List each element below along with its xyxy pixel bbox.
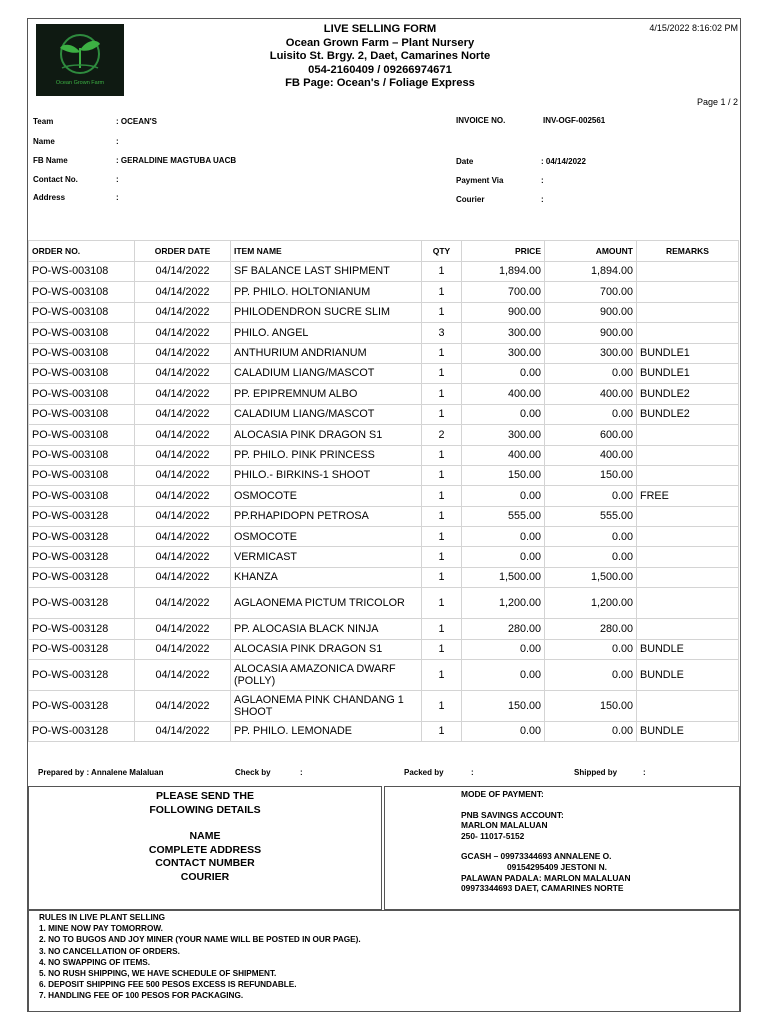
col-item-name: ITEM NAME	[231, 241, 422, 262]
price-cell: 1,200.00	[462, 588, 545, 619]
farm-logo	[36, 24, 124, 96]
order-no-cell: PO-WS-003128	[29, 660, 135, 691]
packed-by-value: :	[471, 768, 474, 777]
qty-cell: 1	[422, 302, 462, 322]
amount-cell: 900.00	[545, 323, 637, 343]
address-label: Address	[33, 193, 66, 202]
check-by-value: :	[300, 768, 303, 777]
amount-cell: 1,500.00	[545, 567, 637, 587]
order-date-cell: 04/14/2022	[135, 465, 231, 485]
qty-cell: 1	[422, 619, 462, 639]
shipped-by-value: :	[643, 768, 646, 777]
fbname-value: : GERALDINE MAGTUBA UACB	[116, 156, 237, 165]
order-no-cell: PO-WS-003108	[29, 363, 135, 383]
instruction-line: FOLLOWING DETAILS	[149, 803, 261, 816]
details-instructions-box	[28, 786, 382, 910]
price-cell: 0.00	[462, 722, 545, 742]
price-cell: 300.00	[462, 323, 545, 343]
order-no-cell: PO-WS-003108	[29, 282, 135, 302]
amount-cell: 600.00	[545, 425, 637, 445]
remarks-cell: BUNDLE1	[637, 343, 739, 363]
remarks-cell	[637, 619, 739, 639]
amount-cell: 400.00	[545, 445, 637, 465]
courier-value: :	[541, 195, 544, 204]
order-no-cell: PO-WS-003128	[29, 691, 135, 722]
remarks-cell	[637, 323, 739, 343]
price-cell: 0.00	[462, 363, 545, 383]
price-cell: 700.00	[462, 282, 545, 302]
rules-title: RULES IN LIVE PLANT SELLING	[39, 913, 166, 922]
shipped-by-label: Shipped by	[574, 768, 618, 777]
form-title: LIVE SELLING FORM	[323, 23, 437, 35]
remarks-cell	[637, 567, 739, 587]
remarks-cell: BUNDLE	[637, 660, 739, 691]
order-no-cell: PO-WS-003128	[29, 619, 135, 639]
order-date-cell: 04/14/2022	[135, 363, 231, 383]
item-name-cell: ALOCASIA AMAZONICA DWARF (POLLY)	[231, 660, 422, 691]
order-date-cell: 04/14/2022	[135, 486, 231, 506]
amount-cell: 0.00	[545, 660, 637, 691]
order-items-table	[28, 240, 739, 742]
table-row	[29, 486, 739, 506]
qty-cell: 1	[422, 527, 462, 547]
qty-cell: 1	[422, 445, 462, 465]
logo-text: Ocean Grown Farm	[55, 80, 105, 86]
amount-cell: 1,200.00	[545, 588, 637, 619]
print-timestamp: 4/15/2022 8:16:02 PM	[649, 23, 738, 33]
order-no-cell: PO-WS-003108	[29, 384, 135, 404]
order-date-cell: 04/14/2022	[135, 282, 231, 302]
col-remarks: REMARKS	[637, 241, 739, 262]
order-date-cell: 04/14/2022	[135, 425, 231, 445]
price-cell: 0.00	[462, 660, 545, 691]
qty-cell: 1	[422, 262, 462, 282]
qty-cell: 1	[422, 506, 462, 526]
table-row	[29, 384, 739, 404]
rule-item: 5. NO RUSH SHIPPING, WE HAVE SCHEDULE OF SHIPMENT.	[39, 969, 277, 979]
payment-line: 09973344693 DAET, CAMARINES NORTE	[461, 883, 624, 894]
table-row	[29, 547, 739, 567]
order-date-cell: 04/14/2022	[135, 619, 231, 639]
price-cell: 150.00	[462, 691, 545, 722]
date-label: Date	[456, 157, 474, 166]
payment-via-value: :	[541, 176, 544, 185]
item-name-cell: PHILO.- BIRKINS-1 SHOOT	[231, 465, 422, 485]
item-name-cell: PP. ALOCASIA BLACK NINJA	[231, 619, 422, 639]
qty-cell: 1	[422, 486, 462, 506]
payment-line: 250- 11017-5152	[461, 830, 525, 841]
price-cell: 300.00	[462, 343, 545, 363]
remarks-cell	[637, 445, 739, 465]
payment-line: GCASH – 09973344693 ANNALENE O.	[461, 851, 612, 862]
instruction-line: COMPLETE ADDRESS	[148, 843, 262, 856]
item-name-cell: CALADIUM LIANG/MASCOT	[231, 404, 422, 424]
business-name: Ocean Grown Farm – Plant Nursery	[285, 36, 475, 49]
order-date-cell: 04/14/2022	[135, 691, 231, 722]
order-date-cell: 04/14/2022	[135, 506, 231, 526]
item-name-cell: OSMOCOTE	[231, 486, 422, 506]
price-cell: 280.00	[462, 619, 545, 639]
col-order-date: ORDER DATE	[135, 241, 231, 262]
table-row	[29, 567, 739, 587]
order-no-cell: PO-WS-003108	[29, 486, 135, 506]
price-cell: 0.00	[462, 527, 545, 547]
remarks-cell	[637, 547, 739, 567]
price-cell: 150.00	[462, 465, 545, 485]
amount-cell: 150.00	[545, 465, 637, 485]
amount-cell: 1,894.00	[545, 262, 637, 282]
remarks-cell	[637, 302, 739, 322]
remarks-cell	[637, 465, 739, 485]
remarks-cell: BUNDLE2	[637, 384, 739, 404]
qty-cell: 2	[422, 425, 462, 445]
item-name-cell: PP. PHILO. PINK PRINCESS	[231, 445, 422, 465]
qty-cell: 1	[422, 639, 462, 659]
address-value: :	[116, 193, 119, 202]
fb-page: FB Page: Ocean's / Foliage Express	[285, 77, 475, 90]
order-date-cell: 04/14/2022	[135, 660, 231, 691]
payment-line: 09154295409 JESTONI N.	[507, 861, 607, 872]
order-date-cell: 04/14/2022	[135, 404, 231, 424]
item-name-cell: ALOCASIA PINK DRAGON S1	[231, 639, 422, 659]
price-cell: 400.00	[462, 384, 545, 404]
item-name-cell: CALADIUM LIANG/MASCOT	[231, 363, 422, 383]
team-label: Team	[33, 117, 54, 126]
order-no-cell: PO-WS-003108	[29, 465, 135, 485]
qty-cell: 1	[422, 384, 462, 404]
order-no-cell: PO-WS-003108	[29, 323, 135, 343]
amount-cell: 0.00	[545, 363, 637, 383]
price-cell: 0.00	[462, 404, 545, 424]
qty-cell: 3	[422, 323, 462, 343]
table-row	[29, 363, 739, 383]
remarks-cell: BUNDLE2	[637, 404, 739, 424]
order-date-cell: 04/14/2022	[135, 343, 231, 363]
order-no-cell: PO-WS-003128	[29, 567, 135, 587]
qty-cell: 1	[422, 363, 462, 383]
rule-item: 6. DEPOSIT SHIPPING FEE 500 PESOS EXCESS IS REFUNDABLE.	[39, 980, 297, 990]
order-date-cell: 04/14/2022	[135, 527, 231, 547]
remarks-cell: BUNDLE1	[637, 363, 739, 383]
payment-line: MARLON MALALUAN	[461, 820, 548, 831]
remarks-cell: FREE	[637, 486, 739, 506]
amount-cell: 0.00	[545, 722, 637, 742]
instruction-line: COURIER	[180, 870, 230, 883]
amount-cell: 0.00	[545, 547, 637, 567]
remarks-cell	[637, 588, 739, 619]
qty-cell: 1	[422, 547, 462, 567]
order-date-cell: 04/14/2022	[135, 567, 231, 587]
item-name-cell: OSMOCOTE	[231, 527, 422, 547]
packed-by-label: Packed by	[404, 768, 444, 777]
item-name-cell: ALOCASIA PINK DRAGON S1	[231, 425, 422, 445]
order-date-cell: 04/14/2022	[135, 262, 231, 282]
fbname-label: FB Name	[33, 156, 68, 165]
name-value: :	[116, 137, 119, 146]
remarks-cell	[637, 506, 739, 526]
table-row	[29, 660, 739, 691]
amount-cell: 0.00	[545, 639, 637, 659]
item-name-cell: PP. EPIPREMNUM ALBO	[231, 384, 422, 404]
price-cell: 900.00	[462, 302, 545, 322]
payment-line: PNB SAVINGS ACCOUNT:	[461, 809, 564, 820]
selling-rules-box	[28, 910, 740, 1012]
remarks-cell	[637, 282, 739, 302]
instruction-line: PLEASE SEND THE	[155, 790, 255, 802]
order-no-cell: PO-WS-003108	[29, 302, 135, 322]
payment-via-label: Payment Via	[456, 176, 504, 185]
prepared-by: Prepared by : Annalene Malaluan	[38, 768, 164, 777]
item-name-cell: ANTHURIUM ANDRIANUM	[231, 343, 422, 363]
table-row	[29, 404, 739, 424]
table-row	[29, 722, 739, 742]
col-qty: QTY	[422, 241, 462, 262]
order-no-cell: PO-WS-003108	[29, 445, 135, 465]
item-name-cell: SF BALANCE LAST SHIPMENT	[231, 262, 422, 282]
order-no-cell: PO-WS-003108	[29, 343, 135, 363]
order-date-cell: 04/14/2022	[135, 639, 231, 659]
table-row	[29, 262, 739, 282]
price-cell: 300.00	[462, 425, 545, 445]
item-name-cell: PP.RHAPIDOPN PETROSA	[231, 506, 422, 526]
contact-label: Contact No.	[33, 175, 78, 184]
order-no-cell: PO-WS-003128	[29, 639, 135, 659]
amount-cell: 280.00	[545, 619, 637, 639]
table-row	[29, 465, 739, 485]
col-amount: AMOUNT	[545, 241, 637, 262]
qty-cell: 1	[422, 465, 462, 485]
order-no-cell: PO-WS-003128	[29, 547, 135, 567]
amount-cell: 555.00	[545, 506, 637, 526]
payment-title: MODE OF PAYMENT:	[461, 789, 544, 799]
date-value: : 04/14/2022	[541, 157, 586, 166]
order-no-cell: PO-WS-003108	[29, 404, 135, 424]
qty-cell: 1	[422, 282, 462, 302]
order-no-cell: PO-WS-003128	[29, 588, 135, 619]
table-row	[29, 445, 739, 465]
name-label: Name	[33, 137, 55, 146]
table-row	[29, 343, 739, 363]
qty-cell: 1	[422, 404, 462, 424]
check-by-label: Check by	[235, 768, 271, 777]
amount-cell: 0.00	[545, 486, 637, 506]
page-number: Page 1 / 2	[696, 97, 738, 107]
item-name-cell: AGLAONEMA PINK CHANDANG 1 SHOOT	[231, 691, 422, 722]
order-date-cell: 04/14/2022	[135, 384, 231, 404]
price-cell: 0.00	[462, 547, 545, 567]
qty-cell: 1	[422, 660, 462, 691]
amount-cell: 400.00	[545, 384, 637, 404]
form-header	[150, 23, 610, 91]
order-date-cell: 04/14/2022	[135, 323, 231, 343]
table-row	[29, 588, 739, 619]
price-cell: 1,894.00	[462, 262, 545, 282]
courier-label: Courier	[456, 195, 485, 204]
amount-cell: 900.00	[545, 302, 637, 322]
order-date-cell: 04/14/2022	[135, 722, 231, 742]
price-cell: 0.00	[462, 639, 545, 659]
order-no-cell: PO-WS-003128	[29, 506, 135, 526]
order-no-cell: PO-WS-003108	[29, 262, 135, 282]
invoice-value: INV-OGF-002561	[543, 116, 606, 125]
remarks-cell	[637, 527, 739, 547]
table-header-row	[29, 241, 739, 262]
amount-cell: 700.00	[545, 282, 637, 302]
order-date-cell: 04/14/2022	[135, 547, 231, 567]
table-row	[29, 425, 739, 445]
remarks-cell	[637, 425, 739, 445]
qty-cell: 1	[422, 567, 462, 587]
rule-item: 3. NO CANCELLATION OF ORDERS.	[39, 946, 180, 956]
price-cell: 1,500.00	[462, 567, 545, 587]
order-no-cell: PO-WS-003108	[29, 425, 135, 445]
table-row	[29, 619, 739, 639]
qty-cell: 1	[422, 588, 462, 619]
order-date-cell: 04/14/2022	[135, 302, 231, 322]
price-cell: 400.00	[462, 445, 545, 465]
amount-cell: 150.00	[545, 691, 637, 722]
table-row	[29, 323, 739, 343]
item-name-cell: PHILO. ANGEL	[231, 323, 422, 343]
item-name-cell: AGLAONEMA PICTUM TRICOLOR	[231, 588, 422, 619]
amount-cell: 300.00	[545, 343, 637, 363]
col-price: PRICE	[462, 241, 545, 262]
table-row	[29, 527, 739, 547]
business-address: Luisito St. Brgy. 2, Daet, Camarines Norte	[269, 50, 491, 63]
rule-item: 4. NO SWAPPING OF ITEMS.	[39, 957, 150, 967]
rule-item: 1. MINE NOW PAY TOMORROW.	[39, 924, 163, 934]
price-cell: 0.00	[462, 486, 545, 506]
team-value: : OCEAN'S	[116, 117, 158, 126]
qty-cell: 1	[422, 691, 462, 722]
item-name-cell: VERMICAST	[231, 547, 422, 567]
payment-line: PALAWAN PADALA: MARLON MALALUAN	[461, 872, 631, 883]
amount-cell: 0.00	[545, 404, 637, 424]
rule-item: 7. HANDLING FEE OF 100 PESOS FOR PACKAGING.	[39, 991, 244, 1001]
table-row	[29, 691, 739, 722]
invoice-label: INVOICE NO.	[456, 116, 506, 125]
order-no-cell: PO-WS-003128	[29, 722, 135, 742]
remarks-cell: BUNDLE	[637, 639, 739, 659]
price-cell: 555.00	[462, 506, 545, 526]
qty-cell: 1	[422, 343, 462, 363]
instruction-line: NAME	[189, 830, 221, 843]
col-order-no: ORDER NO.	[29, 241, 135, 262]
table-row	[29, 639, 739, 659]
table-row	[29, 506, 739, 526]
remarks-cell: BUNDLE	[637, 722, 739, 742]
order-date-cell: 04/14/2022	[135, 445, 231, 465]
business-phone: 054-2160409 / 09266974671	[308, 63, 452, 76]
qty-cell: 1	[422, 722, 462, 742]
item-name-cell: PP. PHILO. LEMONADE	[231, 722, 422, 742]
remarks-cell	[637, 262, 739, 282]
item-name-cell: PP. PHILO. HOLTONIANUM	[231, 282, 422, 302]
rule-item: 2. NO TO BUGOS AND JOY MINER (YOUR NAME WILL BE POSTED IN OUR PAGE).	[39, 935, 361, 945]
amount-cell: 0.00	[545, 527, 637, 547]
instruction-line: CONTACT NUMBER	[155, 857, 255, 870]
item-name-cell: PHILODENDRON SUCRE SLIM	[231, 302, 422, 322]
table-row	[29, 302, 739, 322]
item-name-cell: KHANZA	[231, 567, 422, 587]
payment-mode-box	[384, 786, 740, 910]
contact-value: :	[116, 175, 119, 184]
table-row	[29, 282, 739, 302]
remarks-cell	[637, 691, 739, 722]
order-no-cell: PO-WS-003128	[29, 527, 135, 547]
order-date-cell: 04/14/2022	[135, 588, 231, 619]
